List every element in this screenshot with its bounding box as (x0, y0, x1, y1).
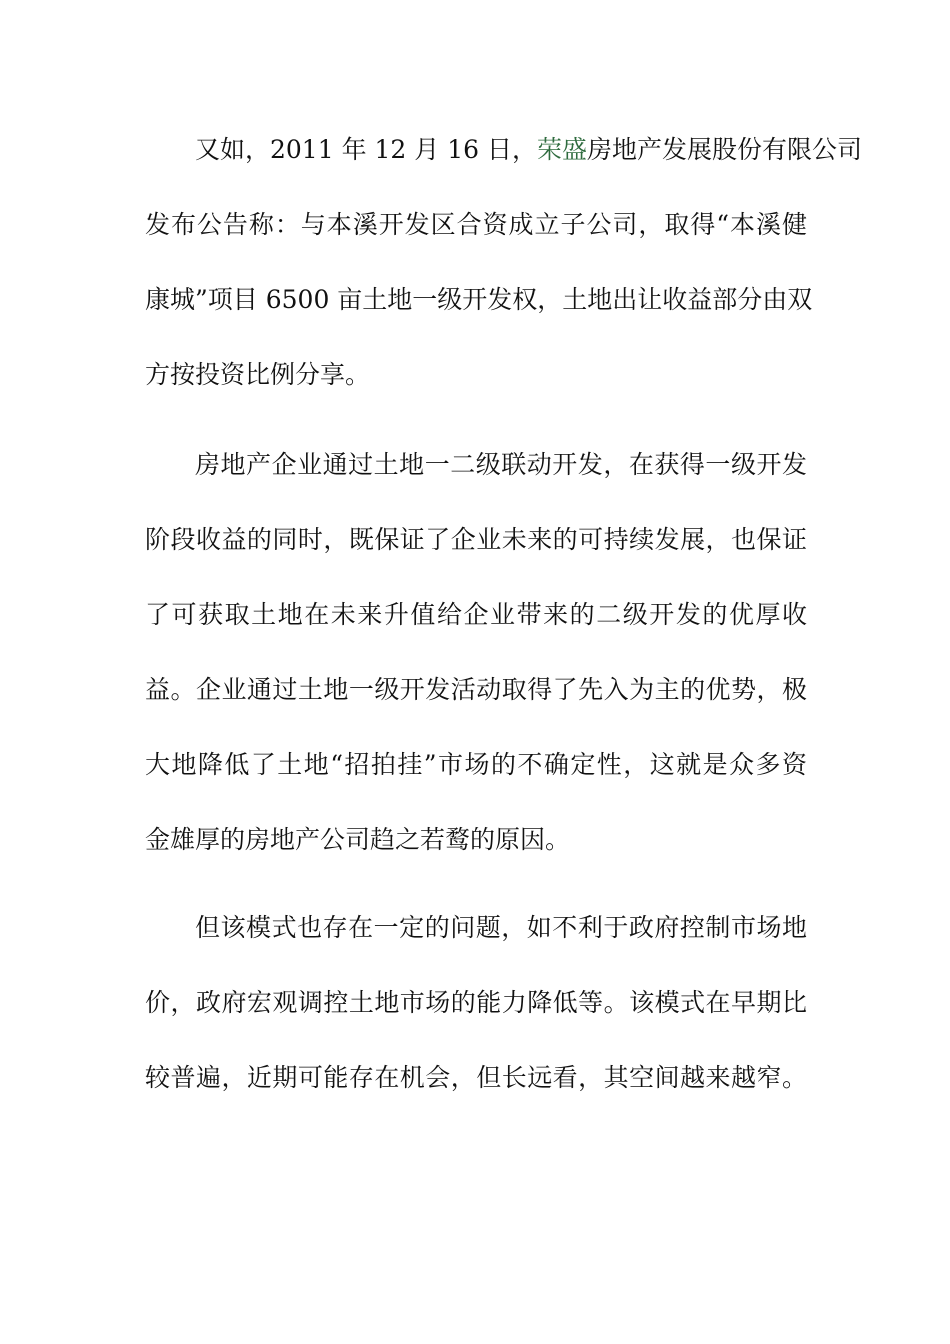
company-link-rongsheng[interactable]: 荣盛 (536, 135, 587, 164)
paragraph-2-line-3: 了可获取土地在未来升值给企业带来的二级开发的优厚收 (145, 600, 807, 629)
paragraph-1-line-2: 发布公告称：与本溪开发区合资成立子公司，取得“本溪健 (145, 210, 807, 239)
paragraph-2-line-6: 金雄厚的房地产公司趋之若鹜的原因。 (145, 825, 571, 854)
paragraph-3-line-3: 较普遍，近期可能存在机会，但长远看，其空间越来越窄。 (145, 1063, 807, 1092)
paragraph-1-line-1-pre: 又如，2011 年 12 月 16 日， (195, 135, 537, 164)
paragraph-1-line-1-post: 房地产发展股份有限公司 (587, 135, 863, 164)
paragraph-1-line-1 (195, 132, 863, 168)
paragraph-2-line-5: 大地降低了土地“招拍挂”市场的不确定性，这就是众多资 (145, 750, 807, 779)
paragraph-2-line-4: 益。企业通过土地一级开发活动取得了先入为主的优势，极 (145, 675, 807, 704)
paragraph-3-line-1: 但该模式也存在一定的问题，如不利于政府控制市场地 (195, 913, 807, 942)
paragraph-2-line-2: 阶段收益的同时，既保证了企业未来的可持续发展，也保证 (145, 525, 807, 554)
paragraph-2-line-1: 房地产企业通过土地一二级联动开发，在获得一级开发 (195, 450, 807, 479)
paragraph-3-line-2: 价，政府宏观调控土地市场的能力降低等。该模式在早期比 (145, 988, 807, 1017)
paragraph-1-line-4: 方按投资比例分享。 (145, 360, 371, 389)
paragraph-1-line-3: 康城”项目 6500 亩土地一级开发权，土地出让收益部分由双 (145, 285, 813, 314)
